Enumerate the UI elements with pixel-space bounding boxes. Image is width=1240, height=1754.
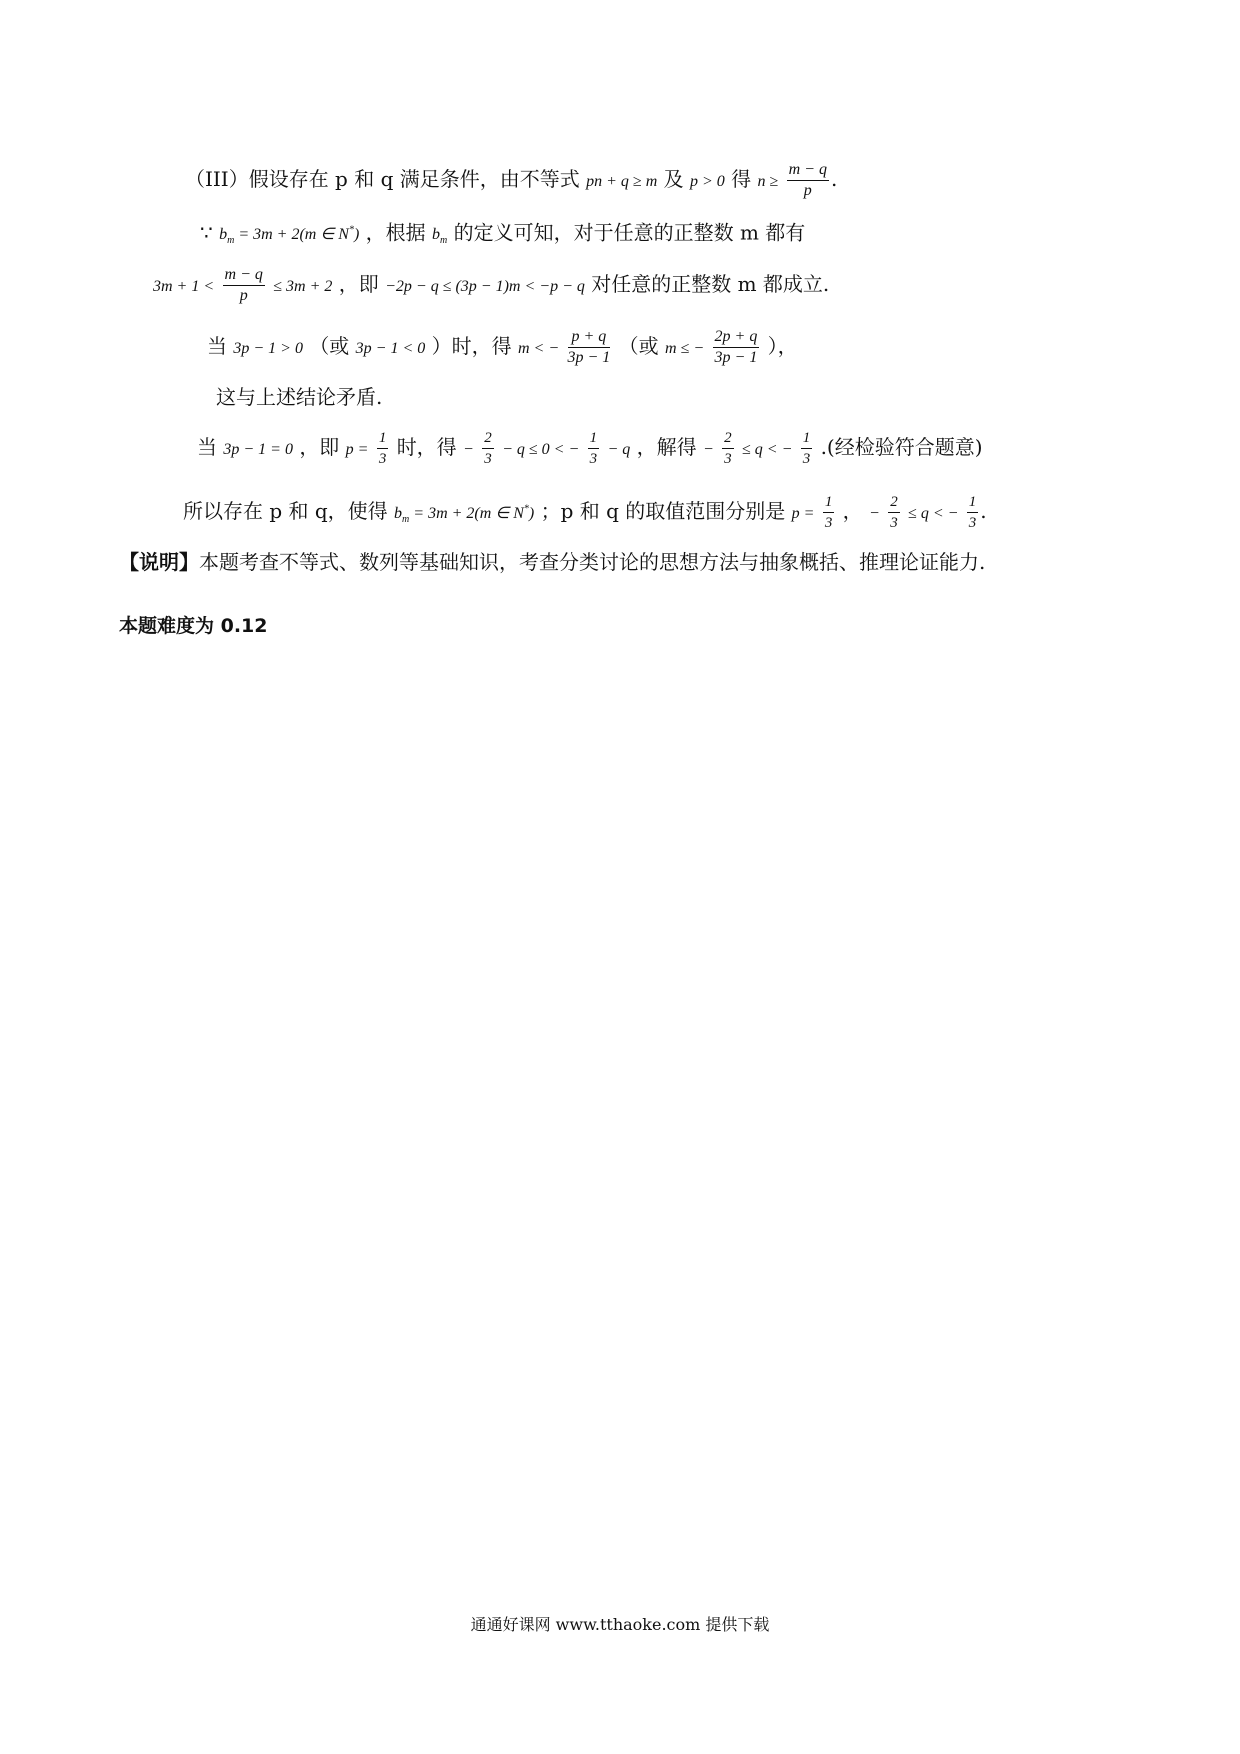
fraction: $\frac{1}{3}$: [802, 430, 811, 467]
solution-line-3: 3m + 1 < $\frac{m - q}{p}$ ≤ 3m + 2 ，即 −2p − q ≤ (3p − 1)m < −p − q 对任意的正整数 m 都成立.: [153, 266, 830, 304]
formula: ≤ q < −: [908, 505, 959, 522]
fraction: $\frac{m - q}{p}$: [788, 161, 827, 199]
fraction: $\frac{1}{3}$: [589, 430, 598, 467]
fraction: $\frac{m - q}{p}$: [224, 266, 263, 304]
formula: −: [463, 441, 474, 458]
solution-line-4: 当 3p − 1 > 0 （或 3p − 1 < 0 ）时，得 m < − $\frac{p + q}{3p - 1}$ （或 m ≤ − $\frac{2p + q}{3p - 1}$ ），: [207, 328, 798, 366]
formula: p =: [791, 505, 815, 522]
explanation-tag: 【说明】: [119, 550, 199, 574]
formula: m < −: [517, 340, 560, 357]
fraction: $\frac{1}{3}$: [378, 430, 387, 467]
solution-line-7: 所以存在 p 和 q，使得 $b_m = 3m + 2(m$ ∈ N*) ；p 和 q 的取值范围分别是 p = $\frac{1}{3}$ ， − $\frac{2}{3}$ ≤ q < − $\frac{1}{3}$ .: [183, 494, 987, 531]
fraction: $\frac{2p + q}{3p - 1}$: [714, 328, 758, 366]
formula: m ≤ −: [665, 340, 705, 357]
formula: 3m + 1 <: [153, 278, 215, 295]
solution-line-6: 当 3p − 1 = 0 ，即 p = $\frac{1}{3}$ 时，得 − $\frac{2}{3}$ − q ≤ 0 < − $\frac{1}{3}$ − q ，解得 − $\frac{2}{3}$ ≤ q < − $\frac{1}{3}$ .(经检验符合题意): [197, 430, 983, 467]
formula: −2p − q ≤ (3p − 1)m < −p − q: [385, 278, 585, 295]
formula: − q: [607, 441, 631, 458]
solution-line-2: ∵ $b_m = 3m + 2(m$ ∈ N*) ，根据 $b_m$ 的定义可知，对于任意的正整数 m 都有: [200, 220, 806, 247]
solution-line-5: 这与上述结论矛盾.: [216, 385, 383, 409]
formula: 3p − 1 > 0: [233, 340, 303, 357]
formula: pn + q ≥ m: [586, 173, 658, 190]
formula: p > 0: [689, 173, 725, 190]
formula: $b_m = 3m + 2(m$ ∈ N*): [394, 503, 535, 526]
formula: ≤ 3m + 2: [273, 278, 333, 295]
formula: 3p − 1 = 0: [223, 441, 293, 458]
because-symbol: ∵: [200, 220, 213, 245]
formula: ≤ q < −: [741, 441, 793, 458]
formula: −: [869, 505, 880, 522]
solution-line-1: （III）假设存在 p 和 q 满足条件，由不等式 pn + q ≥ m 及 p > 0 得 n ≥ $\frac{m - q}{p}$ .: [185, 161, 838, 199]
formula: 3p − 1 < 0: [355, 340, 426, 357]
formula: p =: [345, 441, 369, 458]
explanation: [119, 549, 985, 575]
formula: n ≥: [757, 173, 779, 190]
formula: − q ≤ 0 < −: [502, 441, 580, 458]
difficulty-note: 本题难度为 0.12: [119, 615, 268, 637]
formula: −: [702, 441, 714, 458]
formula: $b_m = 3m + 2(m$ ∈ N*): [219, 225, 360, 247]
fraction: $\frac{1}{3}$: [968, 494, 977, 531]
fraction: $\frac{1}{3}$: [824, 494, 833, 531]
explanation-text: 本题考查不等式、数列等基础知识，考查分类讨论的思想方法与抽象概括、推理论证能力.: [199, 550, 986, 574]
page-footer: 通通好课网 www.tthaoke.com 提供下载: [470, 1615, 770, 1634]
fraction: $\frac{2}{3}$: [890, 494, 898, 531]
fraction: $\frac{2}{3}$: [724, 430, 732, 467]
formula: $b_m$: [432, 226, 448, 247]
fraction: $\frac{p + q}{3p - 1}$: [567, 328, 611, 366]
fraction: $\frac{2}{3}$: [484, 430, 492, 467]
